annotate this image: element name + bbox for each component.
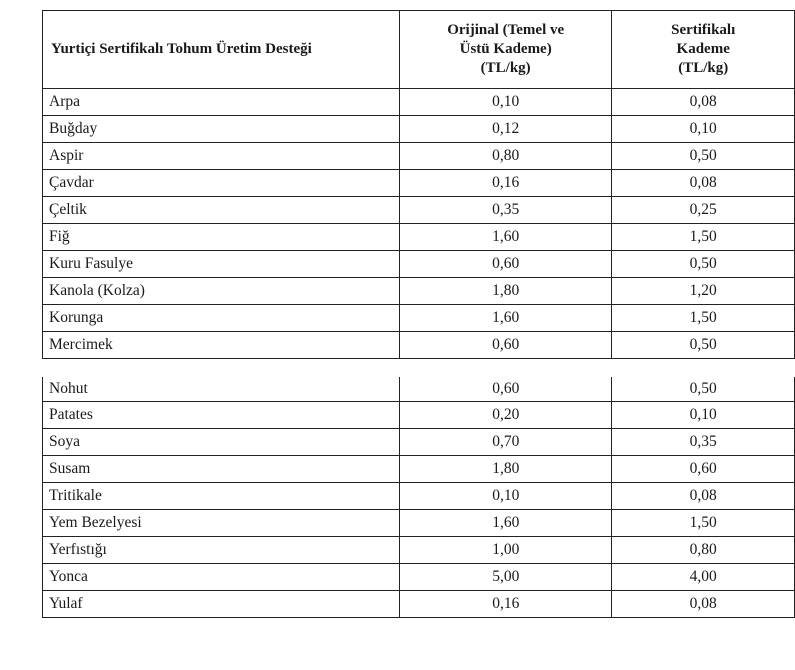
header-original	[399, 11, 611, 89]
table-row	[43, 456, 795, 483]
original-value-cell: 0,20	[400, 402, 612, 429]
original-value-cell: 0,60	[399, 251, 611, 278]
table-row	[43, 402, 795, 429]
table-row	[43, 251, 795, 278]
table-row	[43, 483, 795, 510]
table-row	[43, 224, 795, 251]
original-value-cell: 0,60	[399, 332, 611, 359]
certified-value-cell: 0,10	[612, 116, 795, 143]
certified-value-cell: 4,00	[612, 564, 795, 591]
crop-cell: Susam	[43, 456, 400, 483]
header-certified-line3: (TL/kg)	[678, 60, 729, 76]
crop-cell: Patates	[43, 402, 400, 429]
header-certified-line1: Sertifikalı	[671, 22, 736, 38]
header-original-line1: Orijinal (Temel ve	[447, 22, 565, 38]
crop-cell: Nohut	[43, 377, 400, 402]
original-value-cell: 0,16	[399, 170, 611, 197]
crop-cell: Kanola (Kolza)	[43, 278, 400, 305]
table-row	[43, 170, 795, 197]
original-value-cell: 0,80	[399, 143, 611, 170]
crop-cell: Soya	[43, 429, 400, 456]
table-row	[43, 537, 795, 564]
original-value-cell: 0,35	[399, 197, 611, 224]
certified-value-cell: 1,50	[612, 305, 795, 332]
original-value-cell: 1,60	[399, 224, 611, 251]
crop-cell: Çeltik	[43, 197, 400, 224]
crop-cell: Çavdar	[43, 170, 400, 197]
crop-cell: Yerfıstığı	[43, 537, 400, 564]
certified-value-cell: 0,60	[612, 456, 795, 483]
certified-value-cell: 0,25	[612, 197, 795, 224]
crop-cell: Buğday	[43, 116, 400, 143]
original-value-cell: 0,10	[399, 89, 611, 116]
crop-cell: Fiğ	[43, 224, 400, 251]
table-row	[43, 564, 795, 591]
crop-cell: Yem Bezelyesi	[43, 510, 400, 537]
table-row	[43, 591, 795, 618]
original-value-cell: 0,12	[399, 116, 611, 143]
original-value-cell: 1,60	[400, 510, 612, 537]
certified-value-cell: 0,50	[612, 143, 795, 170]
header-crop: Yurtiçi Sertifikalı Tohum Üretim Desteği	[43, 11, 400, 89]
table-row	[43, 89, 795, 116]
crop-cell: Yulaf	[43, 591, 400, 618]
table-row	[43, 197, 795, 224]
certified-value-cell: 0,08	[612, 483, 795, 510]
original-value-cell: 1,60	[399, 305, 611, 332]
crop-cell: Yonca	[43, 564, 400, 591]
certified-value-cell: 1,20	[612, 278, 795, 305]
original-value-cell: 1,00	[400, 537, 612, 564]
certified-value-cell: 0,50	[612, 332, 795, 359]
table-header-row	[43, 11, 795, 89]
original-value-cell: 0,16	[400, 591, 612, 618]
original-value-cell: 1,80	[399, 278, 611, 305]
crop-cell: Arpa	[43, 89, 400, 116]
certified-value-cell: 0,08	[612, 89, 795, 116]
header-certified-line2: Kademe	[676, 41, 730, 57]
certified-value-cell: 0,10	[612, 402, 795, 429]
certified-value-cell: 1,50	[612, 510, 795, 537]
table-row	[43, 332, 795, 359]
certified-value-cell: 0,50	[612, 251, 795, 278]
seed-support-table-part1	[42, 10, 795, 359]
table-row	[43, 510, 795, 537]
table-row	[43, 143, 795, 170]
certified-value-cell: 0,08	[612, 170, 795, 197]
certified-value-cell: 0,35	[612, 429, 795, 456]
table-row	[43, 116, 795, 143]
header-original-line2: Üstü Kademe)	[459, 41, 552, 57]
seed-support-table-part2	[42, 377, 795, 618]
crop-cell: Aspir	[43, 143, 400, 170]
certified-value-cell: 0,50	[612, 377, 795, 402]
original-value-cell: 0,60	[400, 377, 612, 402]
certified-value-cell: 1,50	[612, 224, 795, 251]
original-value-cell: 0,10	[400, 483, 612, 510]
table-row	[43, 278, 795, 305]
original-value-cell: 5,00	[400, 564, 612, 591]
header-original-line3: (TL/kg)	[480, 60, 531, 76]
original-value-cell: 0,70	[400, 429, 612, 456]
crop-cell: Tritikale	[43, 483, 400, 510]
header-certified	[612, 11, 795, 89]
original-value-cell: 1,80	[400, 456, 612, 483]
crop-cell: Kuru Fasulye	[43, 251, 400, 278]
certified-value-cell: 0,80	[612, 537, 795, 564]
certified-value-cell: 0,08	[612, 591, 795, 618]
crop-cell: Korunga	[43, 305, 400, 332]
table-row	[43, 429, 795, 456]
crop-cell: Mercimek	[43, 332, 400, 359]
table-row	[43, 305, 795, 332]
table-row	[43, 377, 795, 402]
